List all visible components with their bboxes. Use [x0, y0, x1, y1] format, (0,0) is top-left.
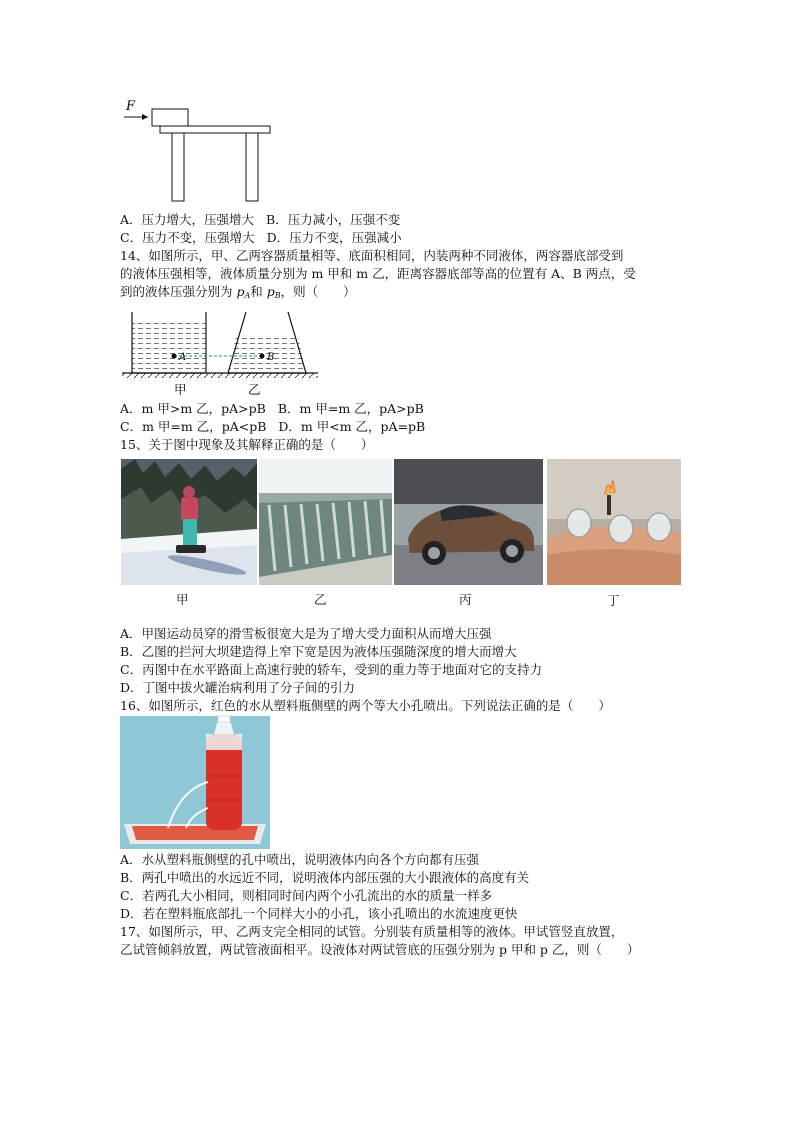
- svg-text:A: A: [179, 352, 187, 363]
- q14-stem-line1: 14、如图所示，甲、乙两容器质量相等、底面积相同，内装两种不同液体，两容器底部受到: [120, 248, 624, 263]
- dam-photo: [259, 459, 392, 585]
- q16-stem: 16、如图所示，红色的水从塑料瓶侧壁的两个等大小孔喷出。下列说法正确的是（ ）: [120, 698, 611, 713]
- q13-option-c[interactable]: C．压力不变，压强增大: [120, 230, 255, 245]
- q14-option-a[interactable]: A．m 甲>m 乙，pA>pB: [120, 401, 266, 416]
- q15-option-d[interactable]: D．丁图中拔火罐治病利用了分子间的引力: [120, 680, 356, 695]
- point-a: [172, 354, 177, 359]
- q17-stem-line2: 乙试管倾斜放置，两试管液面相平。设液体对两试管底的压强分别为 p 甲和 p 乙，则（ ）: [120, 942, 640, 957]
- q16-option-c[interactable]: C．若两孔大小相同，则相同时间内两个小孔流出的水的质量一样多: [120, 888, 493, 903]
- bottle-photo: [120, 716, 270, 849]
- containers-figure: [122, 306, 318, 398]
- table-block-figure: [120, 96, 280, 204]
- q13-option-d[interactable]: D．压力不变，压强减小: [266, 230, 402, 245]
- photo-caption-jia: 甲: [176, 592, 189, 607]
- car-photo: [394, 459, 543, 585]
- table-leg-right: [246, 133, 258, 201]
- q16-option-b[interactable]: B．两孔中喷出的水远近不同，说明液体内部压强的大小跟液体的高度有关: [120, 870, 530, 885]
- q14-options-row1: [120, 400, 424, 418]
- q13-option-b[interactable]: B．压力减小，压强不变: [266, 212, 401, 227]
- q16-option-a[interactable]: A．水从塑料瓶侧壁的孔中喷出，说明液体内向各个方向都有压强: [120, 852, 480, 867]
- snowboarder-photo: [121, 459, 257, 585]
- q14-option-d[interactable]: D．m 甲<m 乙，pA=pB: [278, 419, 426, 434]
- q13-options-row2: [120, 229, 402, 247]
- q14-stem-line3: 到的液体压强分别为 $p_A$和 $p_B$，则（ ）: [120, 284, 356, 300]
- ground-hatch: [122, 373, 318, 378]
- svg-text:B: B: [267, 352, 275, 363]
- q14-option-c[interactable]: C．m 甲=m 乙，pA<pB: [120, 419, 267, 434]
- q15-option-c[interactable]: C．丙图中在水平路面上高速行驶的轿车，受到的重力等于地面对它的支持力: [120, 662, 543, 677]
- table-top: [160, 126, 270, 133]
- q13-options-row1: [120, 211, 400, 229]
- photo-caption-bing: 丙: [459, 592, 472, 607]
- point-b: [260, 354, 265, 359]
- q15-option-a[interactable]: A．甲图运动员穿的滑雪板很宽大是为了增大受力面积从而增大压强: [120, 626, 492, 641]
- photo-caption-yi: 乙: [314, 592, 327, 607]
- q14-option-b[interactable]: B．m 甲=m 乙，pA>pB: [277, 401, 424, 416]
- q15-option-b[interactable]: B．乙图的拦河大坝建造得上窄下宽是因为液体压强随深度的增大而增大: [120, 644, 517, 659]
- q14-options-row2: [120, 418, 425, 436]
- container-jia-liquid: [132, 323, 206, 373]
- cupping-photo: [547, 459, 681, 585]
- photo-caption-ding: 丁: [607, 593, 620, 608]
- q13-option-a[interactable]: A．压力增大，压强增大: [120, 212, 255, 227]
- svg-text:甲: 甲: [174, 382, 187, 397]
- q14-stem-line2: 的液体压强相等，液体质量分别为 m 甲和 m 乙，距离容器底部等高的位置有 A、B 两点，受: [120, 266, 636, 281]
- q17-stem-line1: 17、如图所示，甲、乙两支完全相同的试管。分别装有质量相等的液体。甲试管竖直放置，: [120, 924, 624, 939]
- block: [152, 109, 188, 126]
- q16-option-d[interactable]: D．若在塑料瓶底部扎一个同样大小的小孔，该小孔喷出的水流速度更快: [120, 906, 518, 921]
- table-leg-left: [172, 133, 184, 201]
- force-label: F: [126, 99, 136, 114]
- svg-text:乙: 乙: [248, 382, 261, 397]
- q15-stem: 15、关于图中现象及其解释正确的是（ ）: [120, 437, 374, 452]
